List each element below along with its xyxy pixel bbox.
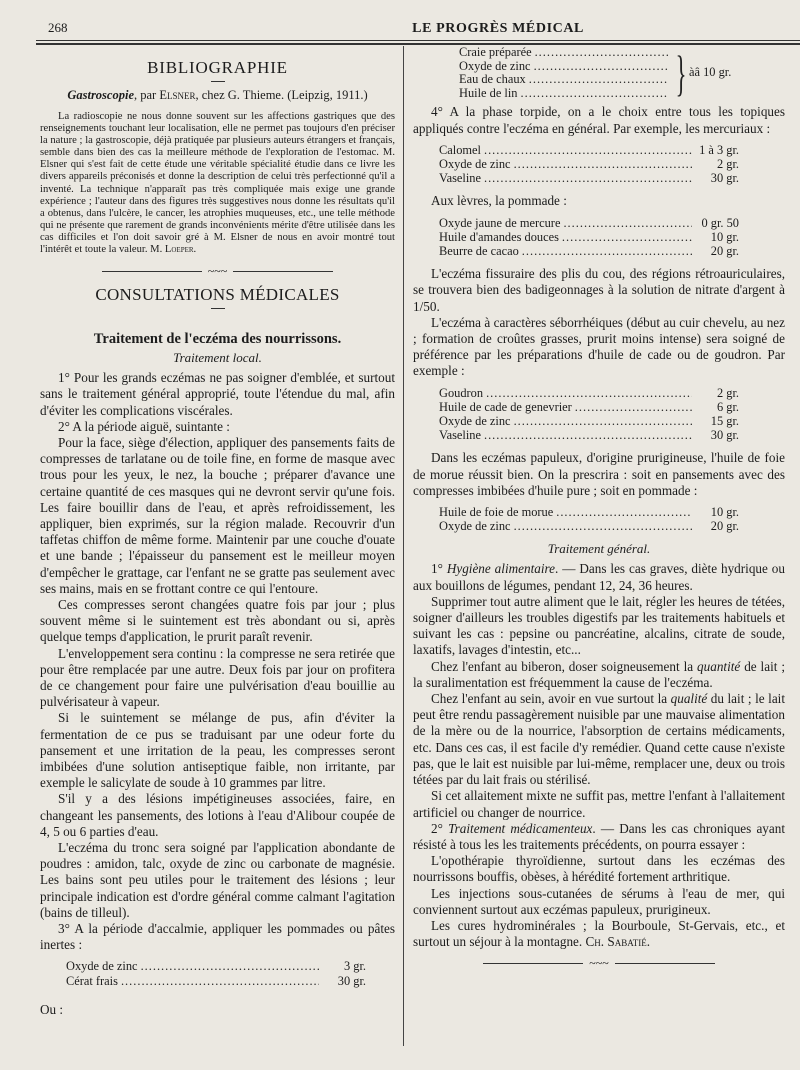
prescription-line [439,157,739,171]
prescription-line [459,73,671,87]
ingredient: Oxyde de zinc [439,156,511,171]
leader-dots [514,157,692,171]
bibliography-heading: BIBLIOGRAPHIE [147,58,288,77]
subtitle-local: Traitement local. [173,350,262,366]
paragraph [413,561,785,593]
article-body-right [413,450,785,499]
paragraph [413,821,785,853]
ingredient: Oxyde de zinc [439,414,511,429]
paragraph: L'eczéma fissuraire des plis du cou, des régions rétroauriculaires, se trouvera bien des badigeonnages à la solution de nitrate d'argent à 1/50. [413,266,785,314]
ingredient: Huile de cade de genevrier [439,399,572,414]
review-text: La radioscopie ne nous donne souvent sur les affections gastriques que des renseignements touchant leur localisation, elle ne permet pas toujours d'en préciser la nature ; la gastroscopie, déjà pratiquée par plusieurs auteurs étrangers et français, semble dans bien des cas la meilleure méthode de l'exploration de l'estomac. M. Elsner qui s'est fait de cette étude une véritable spécialité étudie dans ce livre les divers appareils préconisés et donne la description de celui très perfectionné qu'il a inventé. La technique n'apparaît pas très compliquée mais exige une grande expérience ; l'auteur dans des figures très suggestives nous donne les résultats qu'il a obtenus, dans l'ulcère, le cancer, les atrophies muqueuses, etc., une telle méthode qui ne présente que rarement de grands inconvénients mérite d'être utilisée dans les cas difficiles et l'on doit savoir gré à M. Elsner de nous en avoir montré tout l'intérêt et toute la valeur. [40,111,395,256]
prescription-line [459,60,671,74]
prescription-line [439,505,739,519]
prescription-line [66,959,366,973]
prescription-line [459,46,671,60]
alternative-label: Ou : [40,1001,64,1017]
ingredient: Goudron [439,385,484,400]
ingredient: Oxyde de zinc [439,519,511,534]
ingredient: Vaseline [439,428,481,443]
quantity: 2 gr. [716,156,739,171]
paragraph: 4° A la phase torpide, on a le choix entre tous les topiques appliqués contre l'eczéma en général. Par exemple, les mercuriaux : [413,104,785,136]
book-title: Gastroscopie [67,88,134,102]
ingredient: Huile d'amandes douces [439,229,559,244]
prescription-line [459,87,671,101]
item-number: 2° [431,820,449,836]
quantity: 6 gr. [716,399,739,414]
ornament-divider-end: ~~~ [413,956,785,971]
paragraph-text: . — Dans les cas graves, diète hydrique ou aux bouillons de légumes, pendant 12, 24, 36 heures. [413,561,785,593]
quantity: 30 gr. [710,428,739,443]
prescription-5 [439,386,739,443]
paragraph: Dans les eczémas papuleux, d'origine prurigineuse, l'huile de foie de morue réussit bien. On la prescrira : soit en pansements avec des compresses imbibées d'huile pure ; soit en pommade : [413,450,785,498]
leader-dots [514,414,692,428]
leader-dots [484,428,692,442]
emphasis: quantité [697,658,741,674]
paragraph-text: de lait ; la suralimentation est fréquemment la cause de l'eczéma. [413,658,785,690]
shared-quantity: àâ 10 gr. [689,65,732,80]
leader-dots [535,46,668,60]
quantity: 1 à 3 gr. [699,142,739,157]
prescription-6 [439,505,739,533]
item-heading: Traitement médicamenteux [448,820,593,836]
article-body-right [413,266,785,379]
paragraph: L'eczéma à caractères séborrhéiques (début au cuir chevelu, au nez ; formation de croûtes grasses, prurit moins intense) sera soigné de préférence par les préparations d'huile de cade ou de goudron. Par exemple : [413,314,785,379]
ingredient: Calomel [439,142,481,157]
prescription-line [439,143,739,157]
leader-dots [521,87,669,101]
quantity: 30 gr. [710,171,739,186]
prescription-line [439,400,739,414]
ingredient: Oxyde de zinc [66,959,138,974]
paragraph [413,691,785,788]
ornament-divider: ~~~ [40,264,395,279]
prescription-line [439,244,739,258]
quantity: 2 gr. [716,385,739,400]
ingredient: Huile de foie de morue [439,505,554,520]
prescription-line [439,230,739,244]
curly-brace: } [675,45,687,102]
ingredient: Huile de lin [459,85,518,100]
paragraph [413,659,785,691]
column-separator [403,46,404,1046]
leader-dots [563,216,692,230]
prescription-1 [66,959,366,987]
paragraph-text: Chez l'enfant au sein, avoir en vue surtout la [431,691,671,707]
right-column [413,46,785,977]
leader-dots [556,505,692,519]
leader-dots [562,230,692,244]
prescription-line [439,216,739,230]
quantity: 15 gr. [710,414,739,429]
prescription-4 [439,216,739,259]
ingredient: Oxyde de zinc [459,58,531,73]
paragraph: Aux lèvres, la pommade : [431,193,567,209]
paragraph: L'enveloppement sera continu : la compresse ne sera retirée que pour être remplacée par une autre. Deux fois par jour on profitera de ce changement pour faire une pulvérisation d'eau bouillie au pulvérisateur à vapeur. [40,645,395,710]
prescription-line [439,519,739,533]
leader-dots [484,143,692,157]
paragraph: L'eczéma du tronc sera soigné par l'application abondante de poudres : amidon, talc, oxyde de zinc ou carbonate de magnésie. Les bains sont peu utiles pour le traitement des lésions ; leur principale indication est d'ordre général comme calmant l'agitation (bains de tilleul). [40,840,395,920]
paragraph: Si cet allaitement mixte ne suffit pas, mettre l'enfant à l'allaitement artificiel ou changer de nourrice. [413,788,785,820]
paragraph: 3° A la période d'accalmie, appliquer les pommades ou pâtes inertes : [40,921,395,953]
ingredient: Craie préparée [459,45,532,59]
leader-dots [486,386,692,400]
bibliography-entry [40,88,395,103]
quantity: 20 gr. [710,244,739,258]
emphasis: qualité [670,691,708,707]
quantity: 10 gr. [710,229,739,244]
ingredient: Vaseline [439,171,481,186]
article-body-left [40,370,395,953]
ingredient: Beurre de cacao [439,244,519,258]
quantity: 20 gr. [710,519,739,534]
prescription-2 [459,46,785,100]
paragraph: Les injections sous-cutanées de sérums à l'eau de mer, qui conviennent surtout aux eczémas papuleux, prurigineux. [413,885,785,917]
leader-dots [141,959,319,973]
leader-dots [514,519,692,533]
author-name: Elsner [159,88,196,102]
paragraph [413,918,785,950]
quantity: 30 gr. [337,973,366,988]
prescription-line [439,414,739,428]
paragraph-text: . — Dans les cas chroniques ayant résisté à tous les les traitements précédents, on pourra essayer : [413,820,786,852]
paragraph: Ces compresses seront changées quatre fois par jour ; plus souvent même si le suintement est très abondant ou si, après quelque temps d'application, le prurit paraît revenir. [40,596,395,645]
item-heading: Hygiène alimentaire [446,561,555,577]
subtitle-general: Traitement général. [547,541,651,557]
paragraph: Si le suintement se mélange de pus, afin d'éviter la fermentation de ce pus se traduisant par une odeur forte du pansement et une irritation de la peau, les compresses seront imbibées d'une solution antiseptique faible, non irritante, par exemple le salicylate de soude à 10 grammes par litre. [40,710,395,791]
article-body-right [413,193,785,209]
prescription-line [439,428,739,442]
leader-dots [121,974,319,988]
leader-dots [575,400,692,414]
paragraph-text: Chez l'enfant au biberon, doser soigneusement la [431,658,698,674]
paragraph: Pour la face, siège d'élection, appliquer des pansements faits de compresses de tarlatane ou de toile fine, en forme de masque avec trous pour les yeux, le nez, la bouche ; préparer d'avance une certaine quantité de ces masques qui ne devront servir qu'une fois. Les faire bouillir dans de l'eau, et après refroidissement, les appliquer, bien exprimés, sur la région malade. Recouvrir d'un taffetas chiffon de même forme. Maintenir par une couche d'ouate et une bande ; l'épaisseur du pansement est le meilleur moyen d'empêcher le grattage, car l'enfant ne se gratte pas seulement avec ses mains, mais en se frottant contre ce qui l'entoure. [40,434,395,596]
header-rule [36,40,800,41]
paragraph: 2° A la période aiguë, suintante : [58,418,230,434]
ingredient: Cérat frais [66,973,118,988]
prescription-items [459,46,671,100]
paragraph-text: du lait ; le lait peut être rendu passagèrement nuisible par une mauvaise alimentation de la mère ou de la nourrice, l'absorption de certains médicaments, etc. Dans ces cas, il est facile d'y remédier. Quand cette cause n'existe pas, que le lait est nuisible par lui-même, remplacer une, deux ou trois tétées par du lait frais ou stérilisé. [413,691,785,788]
entry-text: , par [134,88,160,102]
article-signature: Ch. Sabatié. [585,934,651,950]
paragraph-text: Les cures hydrominérales ; la Bourboule, St-Gervais, etc., et surtout un séjour à la montagne. [413,917,785,950]
article-body-right [413,561,785,950]
paragraph: Supprimer tout autre aliment que le lait, régler les heures de tétées, soigner d'ailleurs les troubles digestifs par les traitements habituels et suivant les cas : pepsine ou pancréatine, alcalins, citrate de soude, laxatifs, lavages d'intestin, etc... [413,593,785,658]
item-number: 1° [431,561,447,577]
left-column [40,50,395,1018]
journal-title: LE PROGRÈS MÉDICAL [412,21,584,36]
prescription-line [439,171,739,185]
leader-dots [484,171,692,185]
page-header [48,20,794,40]
publisher-info: , chez G. Thieme. (Leipzig, 1911.) [195,88,368,102]
leader-dots [534,60,668,74]
review-signature: M. Loeper. [150,244,197,256]
leader-dots [522,244,692,258]
paragraph: L'opothérapie thyroïdienne, surtout dans les eczémas des nourrissons bouffis, obèses, à hérédité fortement arthritique. [413,853,785,885]
article-title: Traitement de l'eczéma des nourrissons. [93,331,342,348]
heading-dash [211,308,225,309]
quantity: 0 gr. 50 [701,215,739,230]
prescription-3 [439,143,739,186]
bibliography-review [40,111,395,256]
paragraph: 1° Pour les grands eczémas ne pas soigner d'emblée, et surtout sans le traitement général approprié, toute l'étendue du mal, afin d'éviter les complications viscérales. [40,370,395,418]
ingredient: Eau de chaux [459,72,526,87]
quantity: 10 gr. [710,505,739,520]
article-body-right [413,104,785,136]
prescription-line [66,974,366,988]
page-number: 268 [48,20,68,35]
ingredient: Oxyde jaune de mercure [439,215,561,230]
heading-dash [211,81,225,82]
consultations-heading: CONSULTATIONS MÉDICALES [95,285,340,305]
leader-dots [529,73,668,87]
quantity: 3 gr. [343,959,366,974]
prescription-line [439,386,739,400]
paragraph: S'il y a des lésions impétigineuses associées, faire, en changeant les pansements, des lotions à l'eau d'Alibour coupée de 4, 5 ou 6 parties d'eau. [40,791,395,839]
